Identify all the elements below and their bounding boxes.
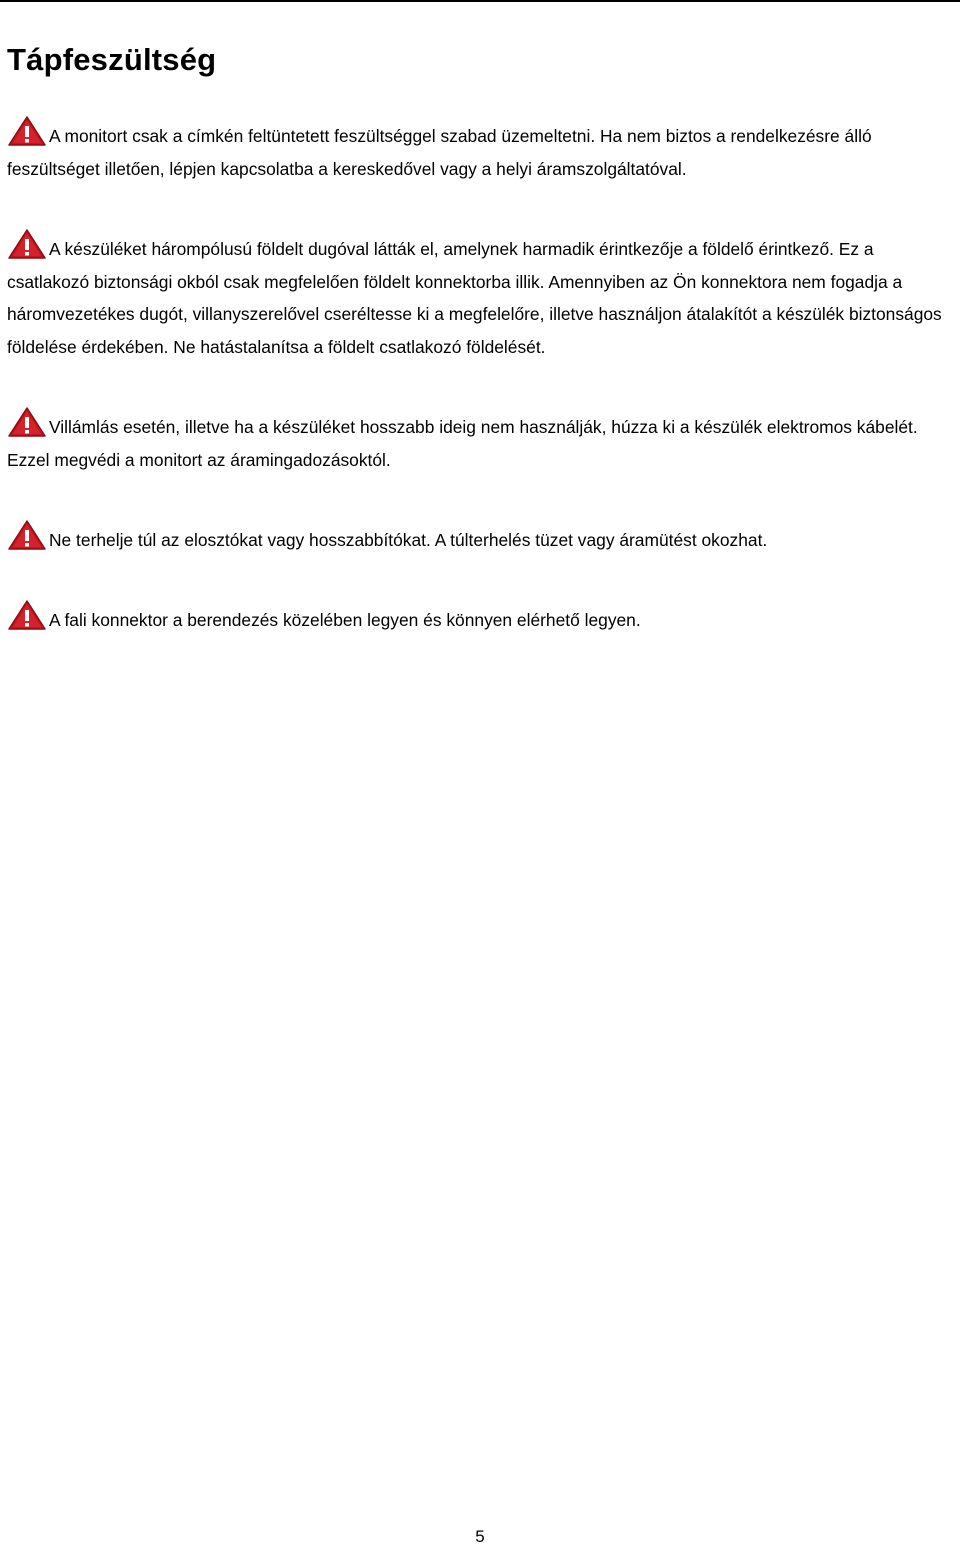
warning-item-4	[7, 519, 955, 557]
warning-text: A fali konnektor a berendezés közelében legyen és könnyen elérhető legyen.	[49, 610, 641, 630]
warning-text: A készüléket hárompólusú földelt dugóval látták el, amelynek harmadik érintkezője a földelő érintkező. Ez a csatlakozó biztonsági okból csak megfelelően földelt konnektorba illik. Amennyiben az Ön konnektora nem fogadja a háromvezetékes dugót, villanyszerelővel cseréltesse ki a megfelelőre, illetve használjon átalakítót a készülék biztonságos földelése érdekében. Ne hatástalanítsa a földelt csatlakozó földelését.	[7, 239, 942, 357]
warning-item-3	[7, 406, 955, 476]
warning-triangle-icon	[7, 406, 47, 438]
top-rule	[0, 0, 960, 2]
page-title: Tápfeszültség	[7, 42, 217, 77]
warning-triangle-icon	[7, 599, 47, 631]
warning-text: A monitort csak a címkén feltüntetett feszültséggel szabad üzemeltetni. Ha nem biztos a rendelkezésre álló feszültséget illetően, lépjen kapcsolatba a kereskedővel vagy a helyi áramszolgáltatóval.	[7, 126, 872, 179]
warning-triangle-icon	[7, 519, 47, 551]
warning-triangle-icon	[7, 115, 47, 147]
warning-triangle-icon	[7, 228, 47, 260]
warning-item-1	[7, 115, 955, 185]
warning-text: Ne terhelje túl az elosztókat vagy hosszabbítókat. A túlterhelés tüzet vagy áramütést okozhat.	[49, 530, 768, 550]
page-number: 5	[475, 1527, 485, 1546]
warning-item-5	[7, 599, 955, 637]
warning-item-2	[7, 228, 955, 363]
warning-text: Villámlás esetén, illetve ha a készüléket hosszabb ideig nem használják, húzza ki a készülék elektromos kábelét. Ezzel megvédi a monitort az áramingadozásoktól.	[7, 417, 918, 470]
